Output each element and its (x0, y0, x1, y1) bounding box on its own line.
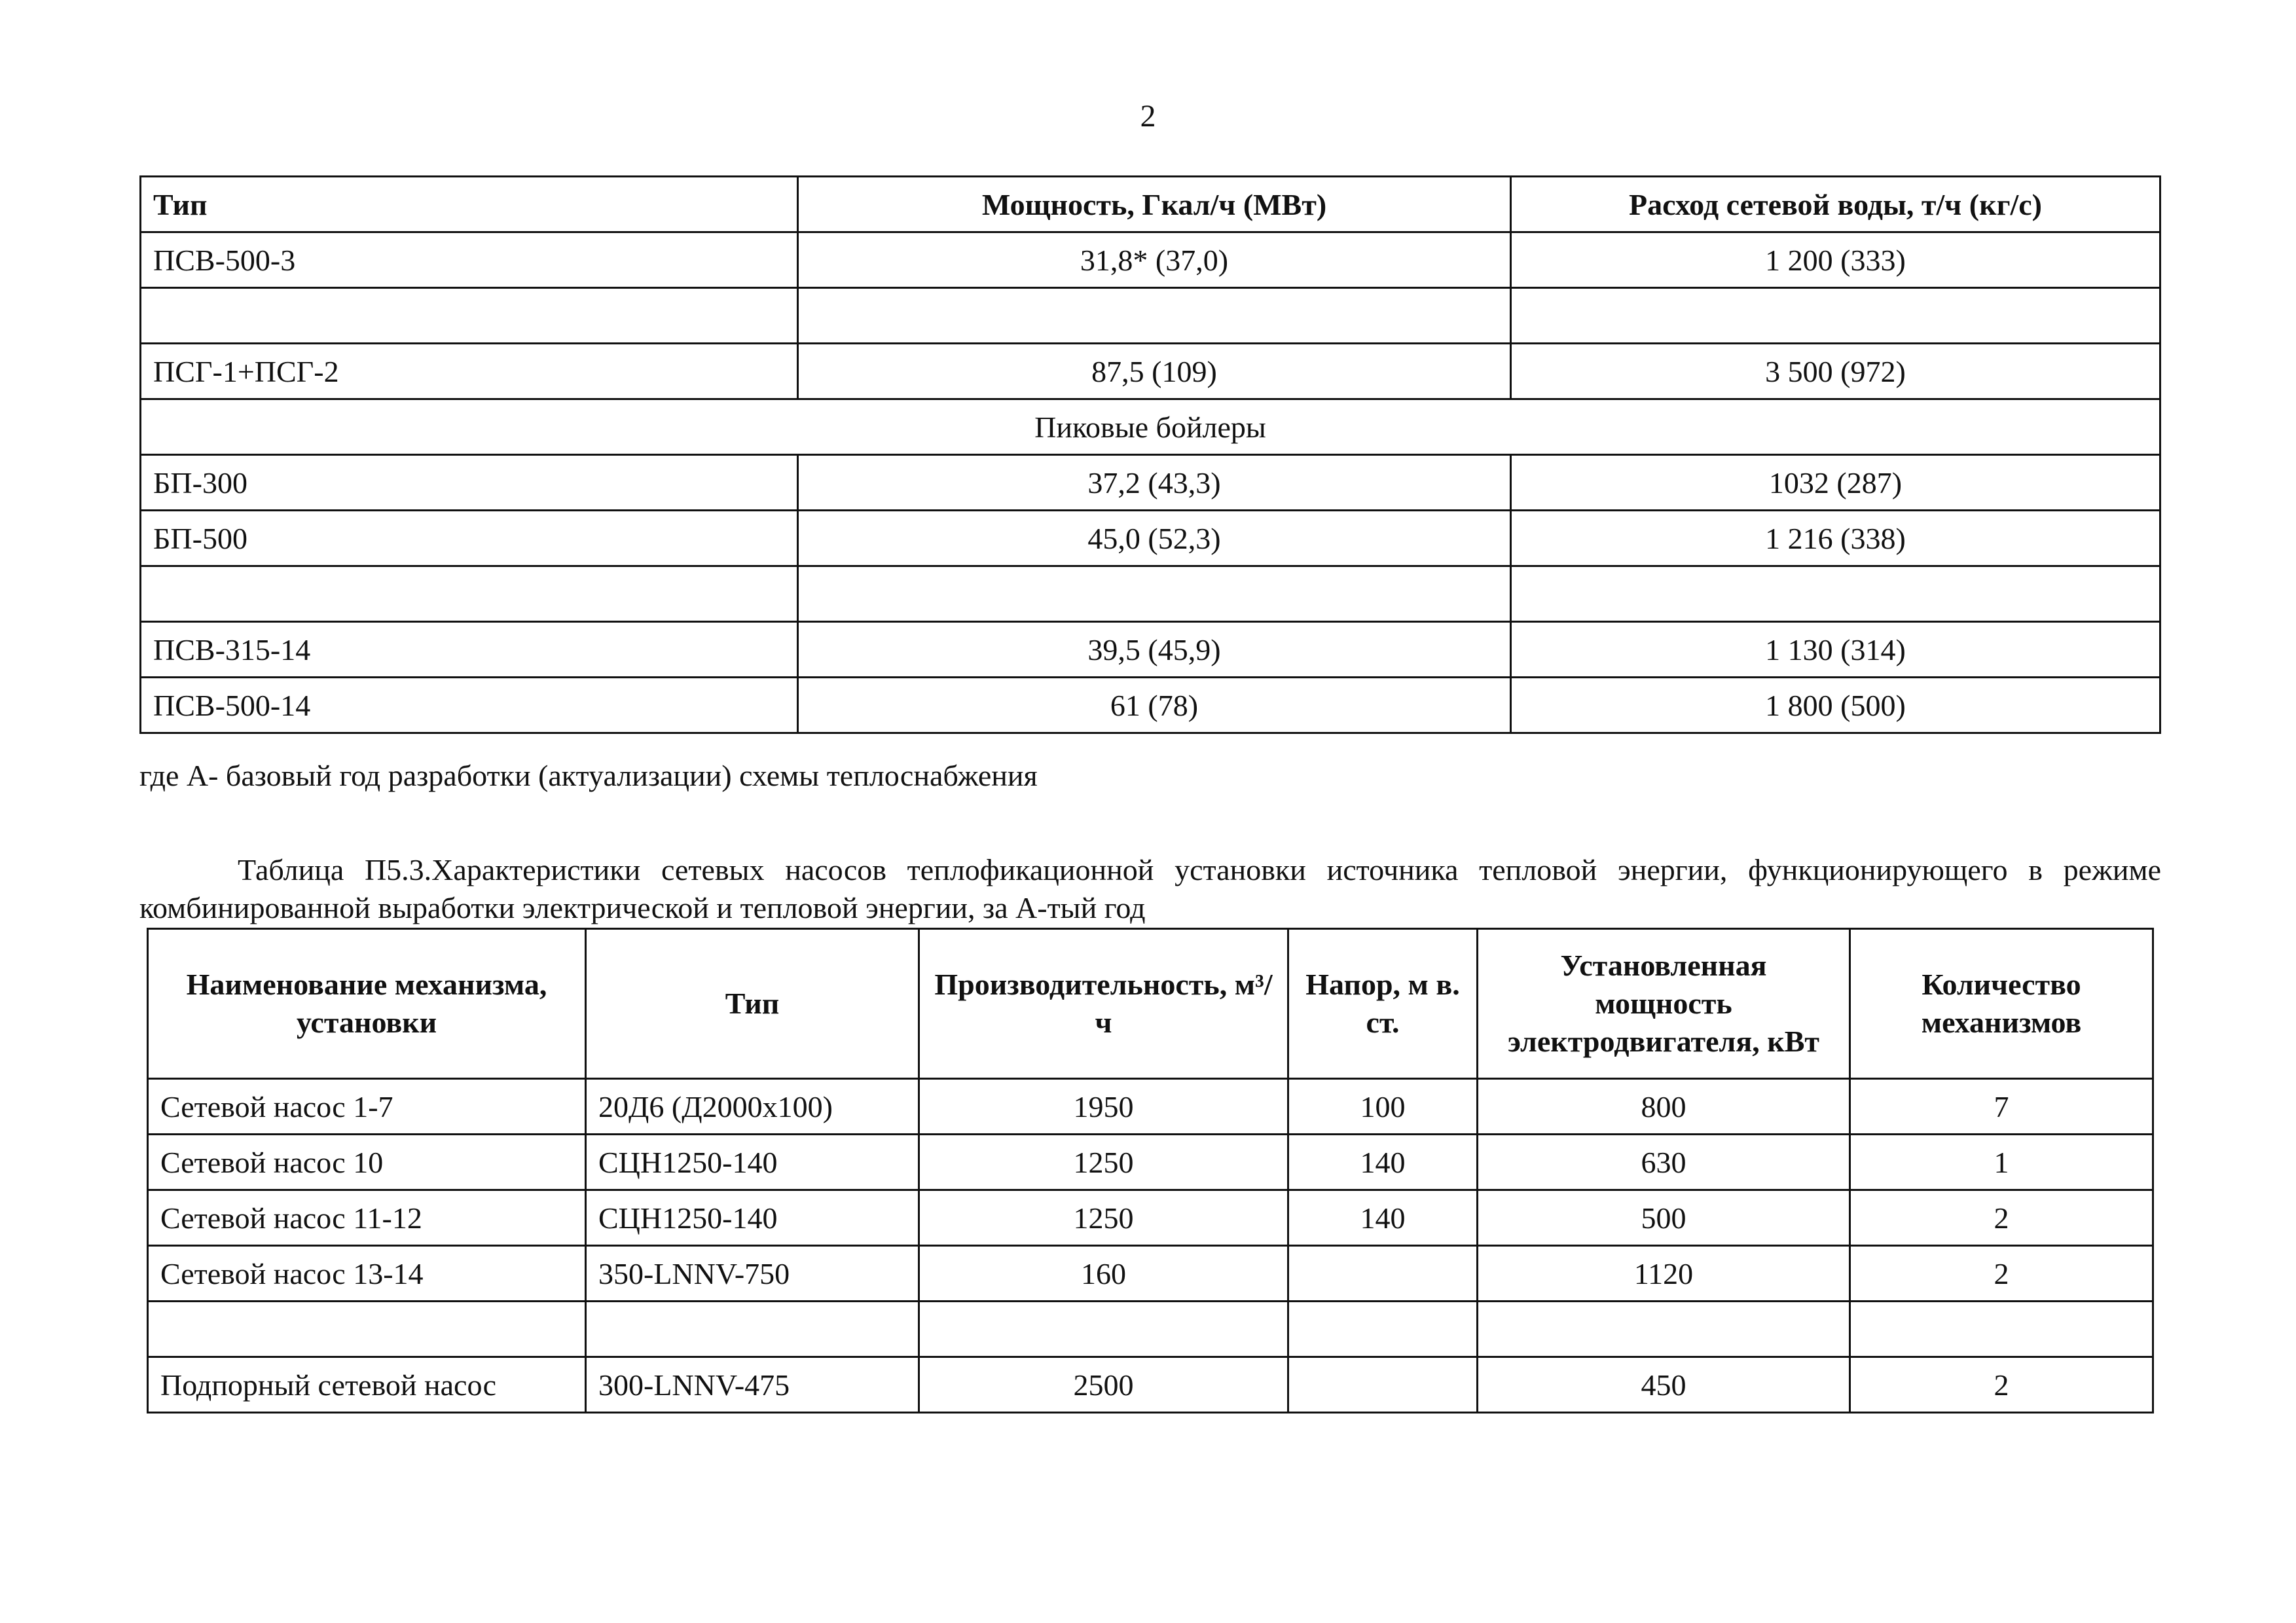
cell-count: 1 (1850, 1135, 2153, 1190)
table-row (148, 1357, 2153, 1413)
cell-head: 140 (1288, 1135, 1478, 1190)
header-capacity: Производительность, м³/ч (919, 929, 1288, 1079)
table-header-row (148, 929, 2153, 1079)
header-type: Тип (586, 929, 919, 1079)
cell-motor-power: 1120 (1478, 1246, 1850, 1302)
cell-capacity: 1250 (919, 1190, 1288, 1246)
cell-motor-power: 500 (1478, 1190, 1850, 1246)
cell-motor-power: 630 (1478, 1135, 1850, 1190)
table-row (141, 622, 2160, 678)
header-count: Количество механизмов (1850, 929, 2153, 1079)
cell-flow: 3 500 (972) (1511, 344, 2160, 399)
cell-capacity: 2500 (919, 1357, 1288, 1413)
cell-motor-power: 800 (1478, 1079, 1850, 1135)
cell-count: 7 (1850, 1079, 2153, 1135)
cell-type: ПСВ-500-3 (141, 232, 798, 288)
table-row (141, 232, 2160, 288)
table-caption: Таблица П5.3.Характеристики сетевых насосов теплофикационной установки источника тепловой энергии, функционирующего в режиме комбинированной выработки электрической и тепловой энергии, за А-тый год (139, 853, 2161, 924)
cell-power: 39,5 (45,9) (798, 622, 1511, 678)
cell-head (1288, 1246, 1478, 1302)
cell-name: Сетевой насос 11-12 (148, 1190, 586, 1246)
cell-capacity: 1250 (919, 1135, 1288, 1190)
cell-type: ПСГ-1+ПСГ-2 (141, 344, 798, 399)
table-row (148, 1135, 2153, 1190)
table-row (141, 678, 2160, 733)
cell-type: ПСВ-315-14 (141, 622, 798, 678)
table-row (141, 455, 2160, 511)
heaters-table (139, 175, 2161, 734)
cell-name: Сетевой насос 1-7 (148, 1079, 586, 1135)
table-row (148, 1246, 2153, 1302)
cell-flow: 1 216 (338) (1511, 511, 2160, 566)
cell-power: 61 (78) (798, 678, 1511, 733)
cell-flow (1511, 288, 2160, 344)
cell-type: СЦН1250-140 (586, 1190, 919, 1246)
header-motor-power: Установленная мощность электродвигателя, кВт (1478, 929, 1850, 1079)
header-power: Мощность, Гкал/ч (МВт) (798, 177, 1511, 232)
header-name: Наименование механизма, установки (148, 929, 586, 1079)
cell-name: Сетевой насос 13-14 (148, 1246, 586, 1302)
cell-head (1288, 1302, 1478, 1357)
cell-head: 100 (1288, 1079, 1478, 1135)
cell-head (1288, 1357, 1478, 1413)
cell-flow: 1 130 (314) (1511, 622, 2160, 678)
cell-capacity: 1950 (919, 1079, 1288, 1135)
cell-type (141, 566, 798, 622)
cell-type: 300-LNNV-475 (586, 1357, 919, 1413)
cell-count: 2 (1850, 1190, 2153, 1246)
cell-count: 2 (1850, 1357, 2153, 1413)
cell-name: Подпорный сетевой насос (148, 1357, 586, 1413)
cell-name (148, 1302, 586, 1357)
cell-type: 20Д6 (Д2000х100) (586, 1079, 919, 1135)
cell-type: ПСВ-500-14 (141, 678, 798, 733)
section-row (141, 399, 2160, 455)
page-number: 2 (1140, 99, 1156, 134)
cell-power: 45,0 (52,3) (798, 511, 1511, 566)
header-type: Тип (141, 177, 798, 232)
cell-count: 2 (1850, 1246, 2153, 1302)
cell-motor-power: 450 (1478, 1357, 1850, 1413)
cell-type: СЦН1250-140 (586, 1135, 919, 1190)
cell-flow: 1 800 (500) (1511, 678, 2160, 733)
cell-type (141, 288, 798, 344)
cell-type (586, 1302, 919, 1357)
cell-name: Сетевой насос 10 (148, 1135, 586, 1190)
cell-power (798, 288, 1511, 344)
cell-power (798, 566, 1511, 622)
table-row (141, 566, 2160, 622)
cell-head: 140 (1288, 1190, 1478, 1246)
cell-capacity: 160 (919, 1246, 1288, 1302)
cell-motor-power (1478, 1302, 1850, 1357)
table-row (148, 1302, 2153, 1357)
table-note: где А- базовый год разработки (актуализации) схемы теплоснабжения (139, 759, 1038, 792)
table-row (141, 288, 2160, 344)
header-head: Напор, м в. ст. (1288, 929, 1478, 1079)
table-row (141, 511, 2160, 566)
pumps-table (147, 928, 2154, 1413)
cell-flow (1511, 566, 2160, 622)
table-row (141, 344, 2160, 399)
table-row (148, 1079, 2153, 1135)
table-header-row (141, 177, 2160, 232)
cell-power: 87,5 (109) (798, 344, 1511, 399)
header-flow: Расход сетевой воды, т/ч (кг/с) (1511, 177, 2160, 232)
cell-power: 37,2 (43,3) (798, 455, 1511, 511)
section-label: Пиковые бойлеры (141, 399, 2160, 455)
cell-power: 31,8* (37,0) (798, 232, 1511, 288)
cell-type: БП-500 (141, 511, 798, 566)
cell-flow: 1032 (287) (1511, 455, 2160, 511)
cell-count (1850, 1302, 2153, 1357)
cell-type: БП-300 (141, 455, 798, 511)
cell-capacity (919, 1302, 1288, 1357)
table-row (148, 1190, 2153, 1246)
cell-flow: 1 200 (333) (1511, 232, 2160, 288)
cell-type: 350-LNNV-750 (586, 1246, 919, 1302)
